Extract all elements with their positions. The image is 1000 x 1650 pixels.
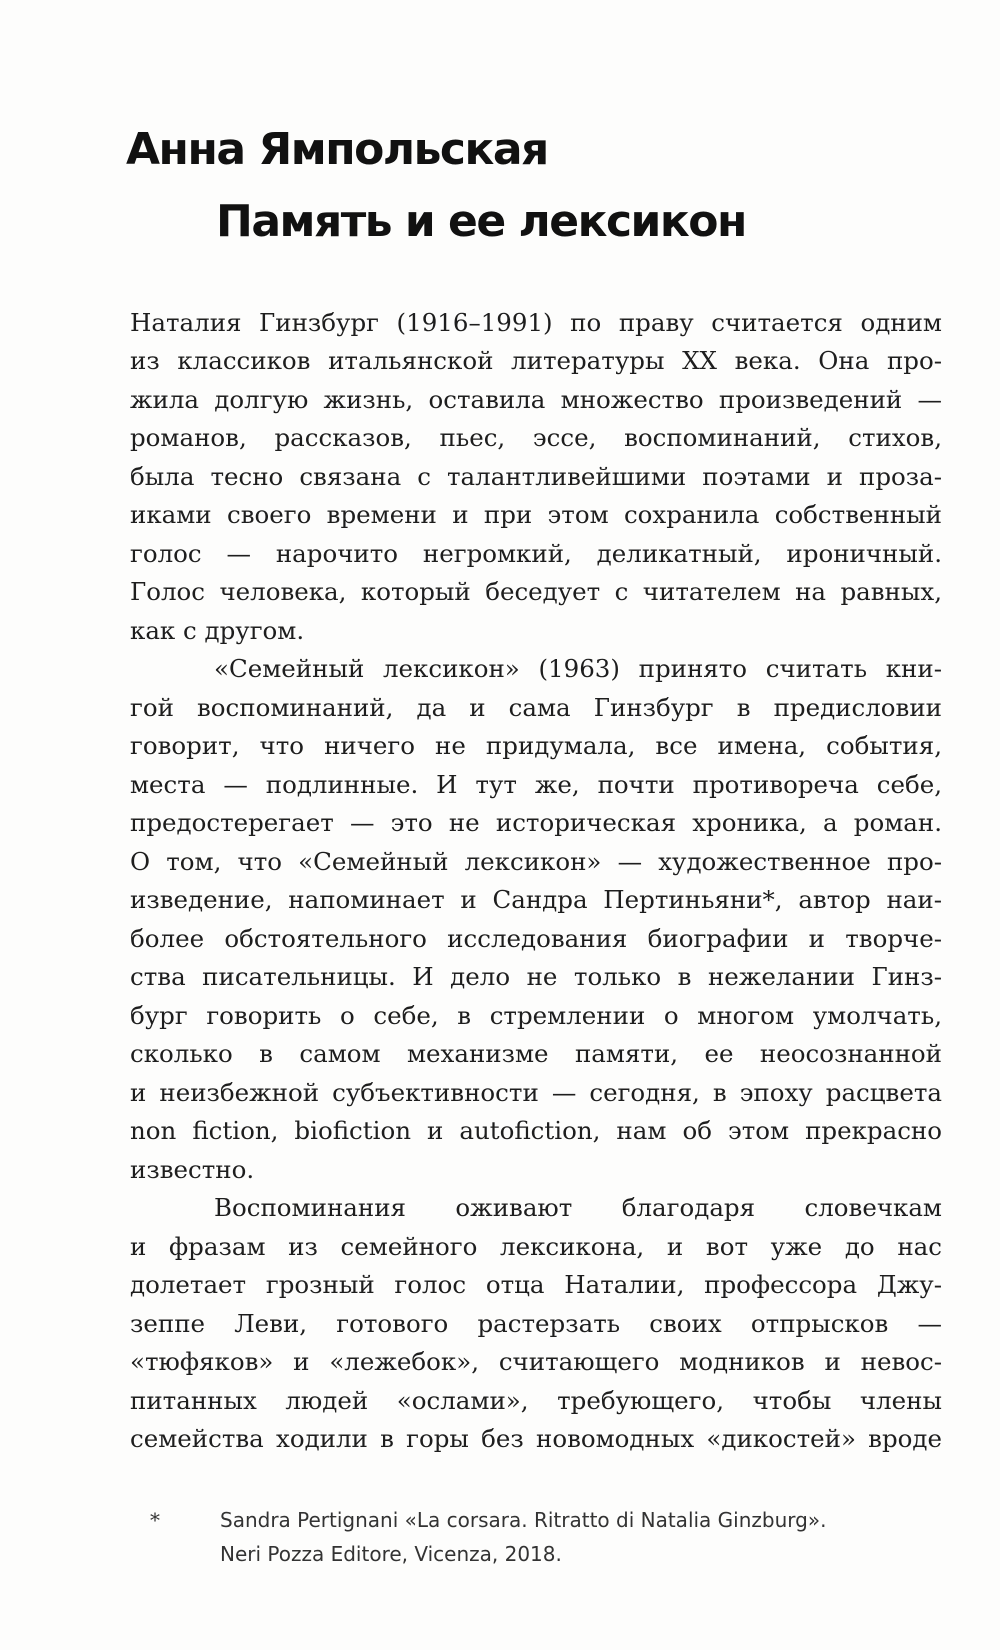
text-line: голос — нарочито негромкий, деликатный, ироничный. bbox=[130, 539, 942, 568]
text-line: изведение, напоминает и Сандра Пертиньяни*, автор наи- bbox=[130, 885, 942, 914]
text-line: долетает грозный голос отца Наталии, профессора Джу- bbox=[130, 1270, 942, 1299]
text-line: бург говорить о себе, в стремлении о многом умолчать, bbox=[130, 1001, 942, 1030]
text-line: non fiction, biofiction и autofiction, нам об этом прекрасно bbox=[130, 1116, 942, 1145]
text-line: и фразам из семейного лексикона, и вот уже до нас bbox=[130, 1232, 942, 1261]
text-line: говорит, что ничего не придумала, все имена, события, bbox=[130, 731, 942, 760]
text-line: была тесно связана с талантливейшими поэтами и проза- bbox=[130, 462, 942, 491]
text-line: известно. bbox=[130, 1155, 255, 1184]
text-line: О том, что «Семейный лексикон» — художественное про- bbox=[130, 847, 942, 876]
text-line: и неизбежной субъективности — сегодня, в эпоху расцвета bbox=[130, 1078, 942, 1107]
footnote-mark: * bbox=[150, 1508, 160, 1532]
text-line: гой воспоминаний, да и сама Гинзбург в предисловии bbox=[130, 693, 942, 722]
text-line: зеппе Леви, готового растерзать своих отпрысков — bbox=[130, 1309, 942, 1338]
text-line: ства писательницы. И дело не только в нежелании Гинз- bbox=[130, 962, 942, 991]
chapter-author: Анна Ямпольская bbox=[126, 124, 548, 175]
text-line: жила долгую жизнь, оставила множество произведений — bbox=[130, 385, 942, 414]
footnote-line: Neri Pozza Editore, Vicenza, 2018. bbox=[220, 1542, 562, 1566]
text-line: как с другом. bbox=[130, 616, 305, 645]
text-line: питанных людей «ослами», требующего, чтобы члены bbox=[130, 1386, 942, 1415]
text-line: сколько в самом механизме памяти, ее неосознанной bbox=[130, 1039, 942, 1068]
text-line: Наталия Гинзбург (1916–1991) по праву считается одним bbox=[130, 308, 942, 337]
text-line: Голос человека, который беседует с читателем на равных, bbox=[130, 577, 942, 606]
text-line: семейства ходили в горы без новомодных «дикостей» вроде bbox=[130, 1424, 942, 1453]
text-line: «тюфяков» и «лежебок», считающего модников и невос- bbox=[130, 1347, 942, 1376]
text-line: «Семейный лексикон» (1963) принято считать кни- bbox=[214, 654, 942, 683]
footnote-line: Sandra Pertignani «La corsara. Ritratto di Natalia Ginzburg». bbox=[220, 1508, 827, 1532]
text-line: иками своего времени и при этом сохранила собственный bbox=[130, 500, 942, 529]
text-line: места — подлинные. И тут же, почти противореча себе, bbox=[130, 770, 942, 799]
text-line: предостерегает — это не историческая хроника, а роман. bbox=[130, 808, 942, 837]
text-line: более обстоятельного исследования биографии и творче- bbox=[130, 924, 942, 953]
text-line: романов, рассказов, пьес, эссе, воспоминаний, стихов, bbox=[130, 423, 942, 452]
text-line: из классиков итальянской литературы XX века. Она про- bbox=[130, 346, 942, 375]
chapter-title: Память и ее лексикон bbox=[216, 196, 746, 247]
text-line: Воспоминания оживают благодаря словечкам bbox=[214, 1193, 942, 1222]
